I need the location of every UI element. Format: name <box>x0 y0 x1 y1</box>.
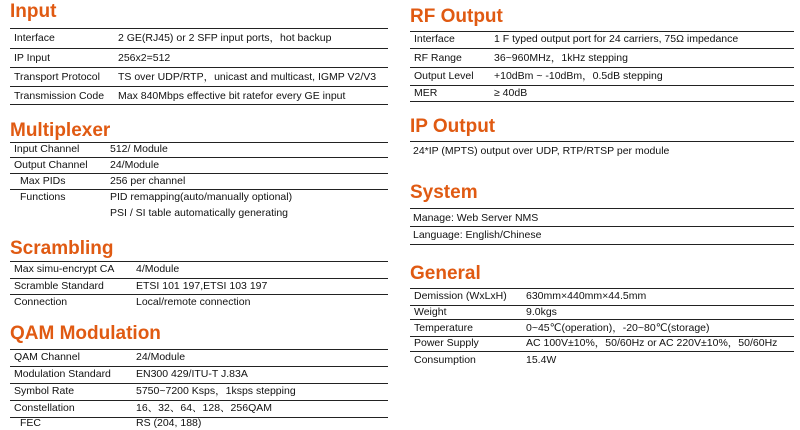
spec-value: TS over UDP/RTP，unicast and multicast, IGMP V2/V3 <box>118 71 377 83</box>
spec-key: Output Channel <box>14 159 88 171</box>
divider <box>10 189 388 190</box>
input-section <box>10 0 388 110</box>
divider <box>410 305 794 306</box>
divider <box>410 31 794 32</box>
scrambling-title: Scrambling <box>10 238 114 259</box>
divider <box>10 383 388 384</box>
spec-key: Max simu-encrypt CA <box>14 263 115 275</box>
spec-value: 512/ Module <box>110 143 168 155</box>
spec-value: +10dBm ~ -10dBm，0.5dB stepping <box>494 70 663 82</box>
divider <box>410 85 794 86</box>
divider <box>10 28 388 29</box>
spec-key: Interface <box>414 33 455 45</box>
spec-value: 15.4W <box>526 354 557 366</box>
divider <box>10 86 388 87</box>
spec-key: Transport Protocol <box>14 71 100 83</box>
system-manage: Manage: Web Server NMS <box>413 212 539 224</box>
divider <box>10 400 388 401</box>
spec-value: 16、32、64、128、256QAM <box>136 402 272 414</box>
spec-value: 36~960MHz，1kHz stepping <box>494 52 628 64</box>
spec-value: RS (204, 188) <box>136 417 202 429</box>
spec-key: Scramble Standard <box>14 280 104 292</box>
spec-value: EN300 429/ITU-T J.83A <box>136 368 248 380</box>
spec-key: QAM Channel <box>14 351 80 363</box>
spec-key: Constellation <box>14 402 75 414</box>
spec-value: 1 F typed output port for 24 carriers, 75Ω impedance <box>494 33 739 45</box>
divider <box>10 366 388 367</box>
divider <box>410 226 794 227</box>
spec-value: 256 per channel <box>110 175 186 187</box>
spec-value: Max 840Mbps effective bit ratefor every GE input <box>118 90 346 102</box>
divider <box>10 67 388 68</box>
divider <box>10 173 388 174</box>
ip-output-section <box>410 116 794 158</box>
divider <box>10 278 388 279</box>
spec-value: 24/Module <box>110 159 160 171</box>
spec-value: 4/Module <box>136 263 180 275</box>
spec-key: Demission (WxLxH) <box>414 290 507 302</box>
spec-value: 0~45℃(operation)，-20~80℃(storage) <box>526 322 710 334</box>
spec-key: Power Supply <box>414 337 479 349</box>
spec-value: 24/Module <box>136 351 186 363</box>
general-section <box>410 262 794 372</box>
spec-key: Weight <box>414 306 447 318</box>
spec-key: Modulation Standard <box>14 368 111 380</box>
spec-key: Input Channel <box>14 143 80 155</box>
spec-value: AC 100V±10%，50/60Hz or AC 220V±10%，50/60Hz <box>526 337 778 349</box>
ip-output-text: 24*IP (MPTS) output over UDP, RTP/RTSP per module <box>413 145 670 157</box>
divider <box>10 157 388 158</box>
divider <box>10 349 388 350</box>
spec-key: Temperature <box>414 322 473 334</box>
spec-key: FEC <box>20 417 41 429</box>
spec-key: MER <box>414 87 438 99</box>
ip-output-title: IP Output <box>410 116 496 137</box>
spec-value: PID remapping(auto/manually optional) <box>110 191 293 203</box>
system-title: System <box>410 182 478 203</box>
divider <box>410 351 794 352</box>
divider <box>10 48 388 49</box>
input-title: Input <box>10 1 57 22</box>
general-title: General <box>410 263 481 284</box>
divider <box>410 141 794 142</box>
spec-key: RF Range <box>414 52 462 64</box>
spec-value: 5750~7200 Ksps，1ksps stepping <box>136 385 296 397</box>
divider <box>410 67 794 68</box>
divider <box>410 101 794 102</box>
rf-output-section <box>410 0 794 105</box>
qam-section <box>10 320 388 430</box>
divider <box>10 294 388 295</box>
spec-value: 630mm×440mm×44.5mm <box>526 290 647 302</box>
spec-key: Connection <box>14 296 68 308</box>
spec-key: Transmission Code <box>14 90 105 102</box>
multiplexer-title: Multiplexer <box>10 120 111 141</box>
system-section <box>410 180 794 246</box>
divider <box>410 48 794 49</box>
rf-output-title: RF Output <box>410 6 503 27</box>
spec-value: 9.0kgs <box>526 306 557 318</box>
system-language: Language: English/Chinese <box>413 229 542 241</box>
spec-key: Output Level <box>414 70 474 82</box>
spec-key: Max PIDs <box>20 175 66 187</box>
spec-key: Symbol Rate <box>14 385 75 397</box>
multiplexer-section <box>10 118 388 226</box>
divider <box>410 208 794 209</box>
scrambling-section <box>10 236 388 312</box>
spec-value: 256x2=512 <box>118 52 171 64</box>
spec-key: Consumption <box>414 354 476 366</box>
qam-title: QAM Modulation <box>10 323 161 344</box>
spec-value: ≥ 40dB <box>494 87 528 99</box>
divider <box>10 104 388 105</box>
spec-value: Local/remote connection <box>136 296 251 308</box>
spec-value: PSI / SI table automatically generating <box>110 207 289 219</box>
divider <box>10 261 388 262</box>
spec-key: Functions <box>20 191 66 203</box>
divider <box>410 319 794 320</box>
spec-value: ETSI 101 197,ETSI 103 197 <box>136 280 268 292</box>
spec-key: IP Input <box>14 52 51 64</box>
divider <box>410 288 794 289</box>
divider <box>410 244 794 245</box>
spec-key: Interface <box>14 32 55 44</box>
spec-value: 2 GE(RJ45) or 2 SFP input ports，hot backup <box>118 32 332 44</box>
